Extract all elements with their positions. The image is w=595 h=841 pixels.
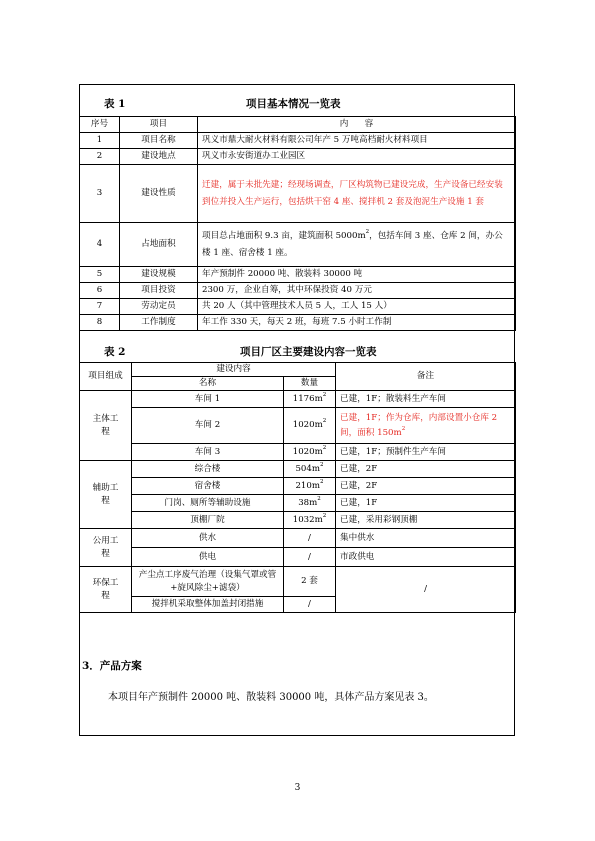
note-text: 已建，1F；作为仓库，内部设置小仓库 2 间，面积 150m bbox=[340, 412, 498, 438]
row-item: 建设地点 bbox=[120, 149, 198, 165]
row-name: 车间 3 bbox=[132, 444, 284, 461]
row-note: 集中供水 bbox=[336, 529, 516, 548]
table-row bbox=[80, 283, 516, 299]
quantity-text: 1020m bbox=[292, 446, 323, 457]
unit-superscript: 2 bbox=[317, 495, 321, 502]
row-index: 8 bbox=[80, 315, 120, 331]
row-item: 建设规模 bbox=[120, 267, 198, 283]
quantity-text: 1032m bbox=[292, 514, 323, 525]
row-note-highlighted bbox=[336, 408, 516, 444]
table-row bbox=[80, 567, 516, 597]
table-row bbox=[80, 444, 516, 461]
row-name: 门岗、厕所等辅助设施 bbox=[132, 495, 284, 512]
row-index: 3 bbox=[80, 165, 120, 223]
table-header-row bbox=[80, 117, 516, 133]
table-row bbox=[80, 478, 516, 495]
row-name: 宿舍楼 bbox=[132, 478, 284, 495]
table-row bbox=[80, 165, 516, 223]
unit-superscript: 2 bbox=[322, 391, 327, 398]
row-quantity: 2 套 bbox=[284, 567, 336, 597]
row-quantity bbox=[284, 495, 336, 512]
row-item: 劳动定员 bbox=[120, 299, 198, 315]
row-item: 项目投资 bbox=[120, 283, 198, 299]
table-row bbox=[80, 495, 516, 512]
row-name: 供水 bbox=[132, 529, 284, 548]
row-note: 已建，1F；散装料生产车间 bbox=[336, 391, 516, 408]
quantity-text: 1176m bbox=[292, 393, 323, 404]
area-text: 项目总占地面积 9.3 亩，建筑面积 5000m bbox=[202, 230, 366, 241]
row-quantity: / bbox=[284, 529, 336, 548]
row-content: 巩义市鼎大耐火材料有限公司年产 5 万吨高档耐火材料项目 bbox=[198, 133, 516, 149]
header-item: 项目 bbox=[120, 117, 198, 133]
body-paragraph: 本项目年产预制件 20000 吨、散装料 30000 吨，具体产品方案见表 3。 bbox=[108, 692, 434, 703]
row-quantity: / bbox=[284, 548, 336, 567]
row-content: 年工作 330 天，每天 2 班，每班 7.5 小时工作制 bbox=[198, 315, 516, 331]
header-group: 项目组成 bbox=[80, 363, 132, 391]
row-note: 市政供电 bbox=[336, 548, 516, 567]
table-row bbox=[80, 461, 516, 478]
row-content: 巩义市永安街道办工业园区 bbox=[198, 149, 516, 165]
group-aux: 辅助工程 bbox=[80, 461, 132, 529]
header-index: 序号 bbox=[80, 117, 120, 133]
table-row bbox=[80, 391, 516, 408]
row-content-highlighted: 迁建，属于未批先建；经现场调查，厂区构筑物已建设完成，生产设备已经安装到位并投入生产运行，包括烘干窑 4 座、搅拌机 2 套及泡泥生产设施 1 套 bbox=[198, 165, 516, 223]
table-row bbox=[80, 315, 516, 331]
row-name: 顶棚厂院 bbox=[132, 512, 284, 529]
row-quantity bbox=[284, 478, 336, 495]
page-number: 3 bbox=[294, 783, 301, 793]
table2-caption-number: 表 2 bbox=[104, 346, 126, 358]
row-name: 产尘点工序废气治理（设集气罩或管+旋风除尘+滤袋） bbox=[132, 567, 284, 597]
row-name: 车间 1 bbox=[132, 391, 284, 408]
table-row bbox=[80, 548, 516, 567]
row-content: 2300 万，企业自筹，其中环保投资 40 万元 bbox=[198, 283, 516, 299]
construction-content-table bbox=[79, 362, 516, 613]
row-item: 项目名称 bbox=[120, 133, 198, 149]
header-name: 名称 bbox=[132, 377, 284, 391]
table-row bbox=[80, 149, 516, 165]
group-main: 主体工程 bbox=[80, 391, 132, 461]
row-content: 年产预制件 20000 吨、散装料 30000 吨 bbox=[198, 267, 516, 283]
unit-superscript: 2 bbox=[322, 512, 327, 519]
table1-caption-title: 项目基本情况一览表 bbox=[246, 98, 341, 110]
table-header-row bbox=[80, 363, 516, 377]
row-index: 5 bbox=[80, 267, 120, 283]
unit-superscript: 2 bbox=[401, 425, 406, 432]
row-quantity bbox=[284, 408, 336, 444]
header-content: 内 容 bbox=[198, 117, 516, 133]
unit-superscript: 2 bbox=[322, 418, 327, 425]
table-row bbox=[80, 133, 516, 149]
table-row bbox=[80, 299, 516, 315]
unit-superscript: 2 bbox=[320, 461, 324, 468]
basic-info-table bbox=[79, 116, 516, 331]
row-content: 共 20 人（其中管理技术人员 5 人，工人 15 人） bbox=[198, 299, 516, 315]
row-quantity: / bbox=[284, 597, 336, 613]
row-quantity bbox=[284, 512, 336, 529]
row-item: 占地面积 bbox=[120, 223, 198, 267]
row-quantity bbox=[284, 461, 336, 478]
row-index: 1 bbox=[80, 133, 120, 149]
row-index: 4 bbox=[80, 223, 120, 267]
unit-superscript: 2 bbox=[322, 444, 327, 451]
quantity-text: 38m bbox=[298, 497, 318, 508]
row-name: 搅拌机采取整体加盖封闭措施 bbox=[132, 597, 284, 613]
quantity-text: 1020m bbox=[292, 420, 323, 430]
row-note: 已建，1F；预制件生产车间 bbox=[336, 444, 516, 461]
group-env: 环保工程 bbox=[80, 567, 132, 613]
row-index: 7 bbox=[80, 299, 120, 315]
quantity-text: 504m bbox=[295, 463, 321, 474]
quantity-text: 210m bbox=[295, 480, 321, 491]
row-index: 2 bbox=[80, 149, 120, 165]
row-name: 供电 bbox=[132, 548, 284, 567]
header-note: 备注 bbox=[336, 363, 516, 391]
row-quantity bbox=[284, 391, 336, 408]
row-note: 已建，采用彩钢顶棚 bbox=[336, 512, 516, 529]
row-note: / bbox=[336, 567, 516, 613]
table-row bbox=[80, 223, 516, 267]
header-build-content: 建设内容 bbox=[132, 363, 336, 377]
row-note: 已建，1F bbox=[336, 495, 516, 512]
table1-caption-number: 表 1 bbox=[104, 98, 126, 110]
row-item: 建设性质 bbox=[120, 165, 198, 223]
area-text-rest: ，包括车间 3 座、仓库 2 间，办公楼 1 座、宿舍楼 1 座。 bbox=[202, 230, 503, 258]
table-row bbox=[80, 408, 516, 444]
row-note: 已建，2F bbox=[336, 478, 516, 495]
row-note: 已建，2F bbox=[336, 461, 516, 478]
table-row bbox=[80, 529, 516, 548]
unit-superscript: 2 bbox=[320, 478, 324, 485]
row-name: 综合楼 bbox=[132, 461, 284, 478]
table2-caption-title: 项目厂区主要建设内容一览表 bbox=[240, 346, 377, 358]
unit-superscript: 2 bbox=[365, 228, 370, 235]
row-index: 6 bbox=[80, 283, 120, 299]
section-heading: 3．产品方案 bbox=[82, 660, 142, 672]
row-item: 工作制度 bbox=[120, 315, 198, 331]
group-public: 公用工程 bbox=[80, 529, 132, 567]
row-name: 车间 2 bbox=[132, 408, 284, 444]
table-row bbox=[80, 512, 516, 529]
header-quantity: 数量 bbox=[284, 377, 336, 391]
row-content bbox=[198, 223, 516, 267]
table-row bbox=[80, 267, 516, 283]
row-quantity bbox=[284, 444, 336, 461]
